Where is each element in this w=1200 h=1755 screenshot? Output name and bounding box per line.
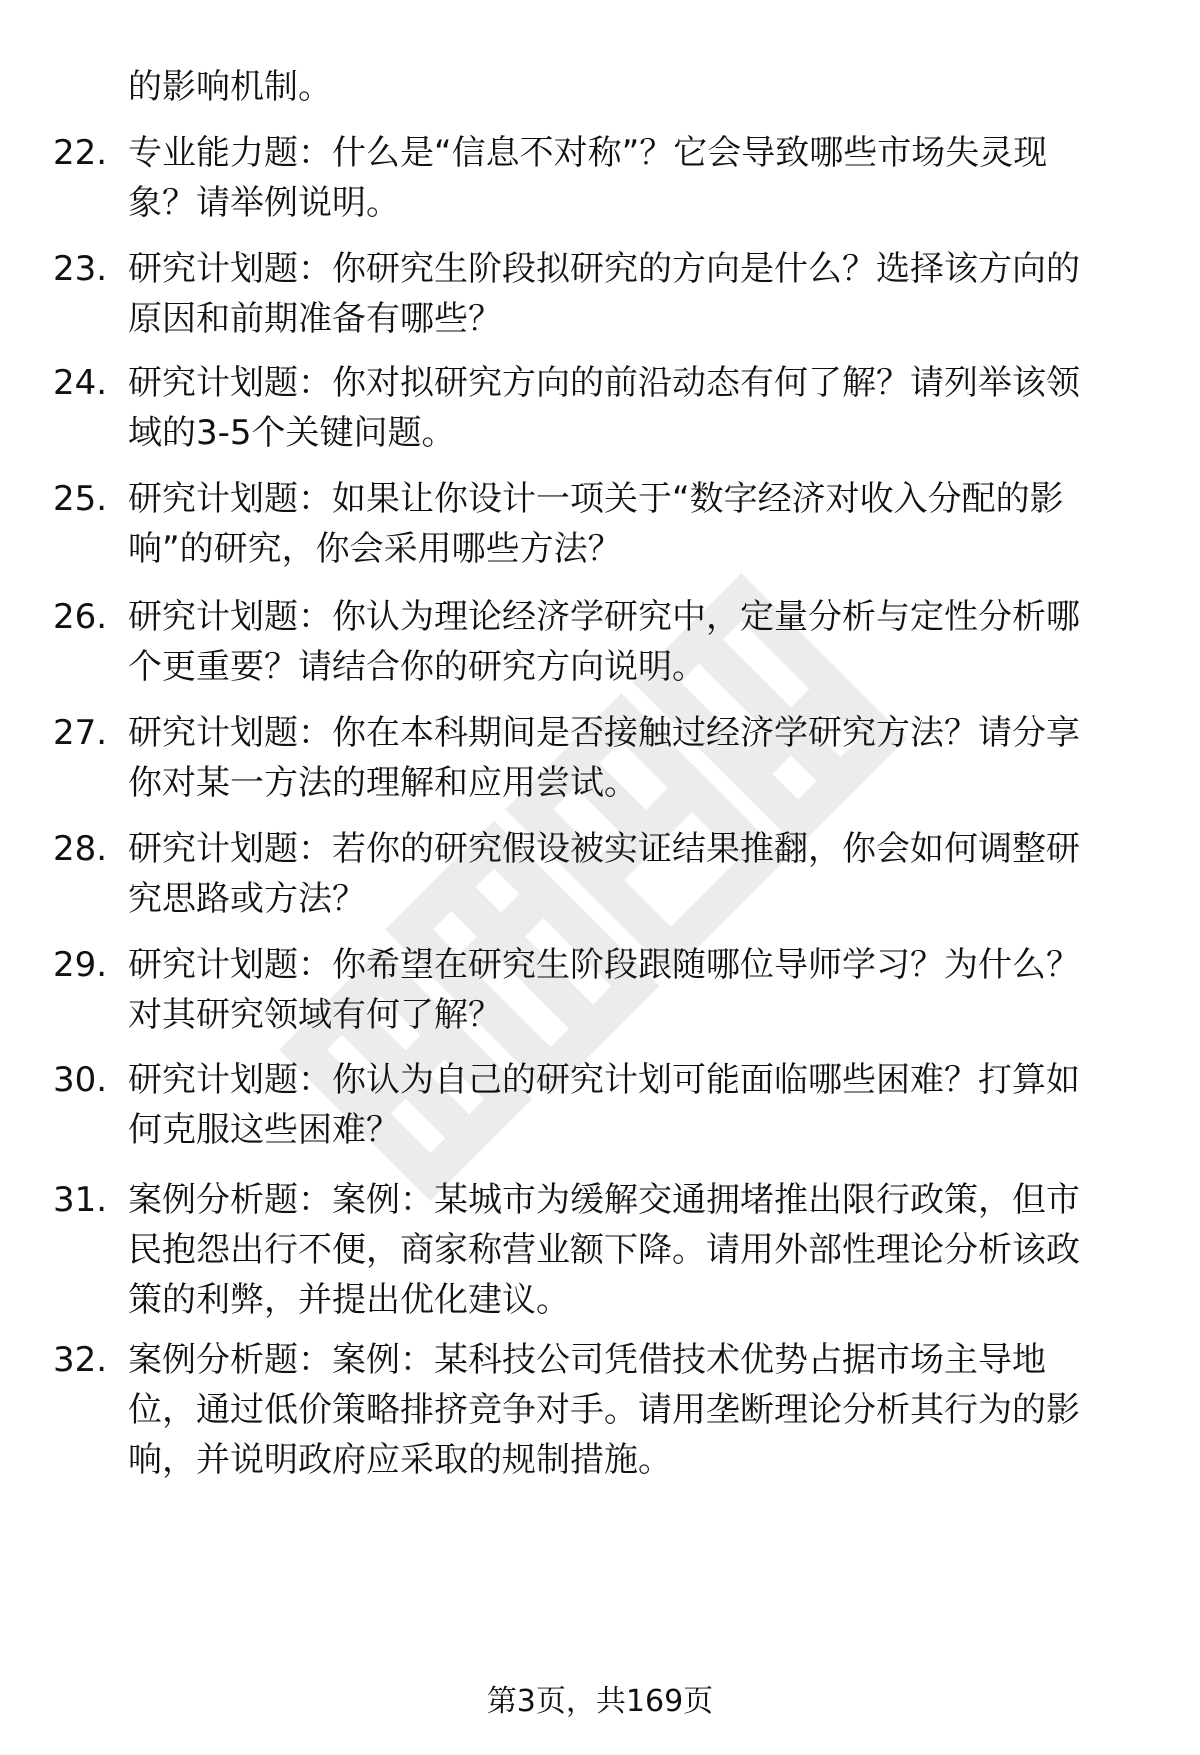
question-text-line: 研究计划题：你在本科期间是否接触过经济学研究方法？请分享	[128, 713, 1080, 753]
question-number: 26.	[53, 597, 108, 637]
question-number: 30.	[53, 1060, 108, 1100]
question-text	[128, 708, 1138, 808]
question-text	[128, 592, 1138, 692]
question-text-line: 域的3-5个关键问题。	[128, 413, 456, 453]
question-text-line: 响，并说明政府应采取的规制措施。	[128, 1440, 672, 1480]
question-text-line: 对其研究领域有何了解？	[128, 995, 502, 1035]
question-text-line: 研究计划题：你认为理论经济学研究中，定量分析与定性分析哪	[128, 597, 1080, 637]
question-text-line: 象？请举例说明。	[128, 183, 400, 223]
question-text-line: 响”的研究，你会采用哪些方法？	[128, 529, 622, 569]
question-text-line: 研究计划题：你希望在研究生阶段跟随哪位导师学习？为什么？	[128, 945, 1080, 985]
question-text	[128, 1175, 1138, 1325]
page-footer: 第3页，共169页	[486, 1684, 714, 1719]
question-text-line: 位，通过低价策略排挤竞争对手。请用垄断理论分析其行为的影	[128, 1390, 1080, 1430]
question-text	[128, 244, 1138, 344]
question-text-line: 研究计划题：若你的研究假设被实证结果推翻，你会如何调整研	[128, 829, 1080, 869]
question-text-line: 研究计划题：如果让你设计一项关于“数字经济对收入分配的影	[128, 479, 1064, 519]
question-text	[128, 474, 1138, 574]
question-text-line: 你对某一方法的理解和应用尝试。	[128, 763, 638, 803]
question-number: 22.	[53, 133, 108, 173]
question-number: 28.	[53, 829, 108, 869]
question-number: 23.	[53, 249, 108, 289]
question-text	[128, 1055, 1138, 1155]
question-text	[128, 128, 1138, 228]
question-text	[128, 358, 1138, 458]
question-number: 25.	[53, 479, 108, 519]
question-number: 24.	[53, 363, 108, 403]
question-text-line: 民抱怨出行不便，商家称营业额下降。请用外部性理论分析该政	[128, 1230, 1080, 1270]
question-text-line: 案例分析题：案例：某科技公司凭借技术优势占据市场主导地	[128, 1340, 1046, 1380]
question-text	[128, 940, 1138, 1040]
question-text-line: 策的利弊，并提出优化建议。	[128, 1280, 570, 1320]
question-text-line: 研究计划题：你研究生阶段拟研究的方向是什么？选择该方向的	[128, 249, 1080, 289]
question-text	[128, 824, 1138, 924]
question-text-line: 原因和前期准备有哪些？	[128, 299, 502, 339]
question-number: 27.	[53, 713, 108, 753]
question-number: 29.	[53, 945, 108, 985]
question-text-line: 研究计划题：你对拟研究方向的前沿动态有何了解？请列举该领	[128, 363, 1080, 403]
question-text-line: 个更重要？请结合你的研究方向说明。	[128, 647, 706, 687]
question-number: 32.	[53, 1340, 108, 1380]
question-text-line: 究思路或方法？	[128, 879, 366, 919]
question-number: 31.	[53, 1180, 108, 1220]
question-text	[128, 1335, 1138, 1485]
question-text-line: 研究计划题：你认为自己的研究计划可能面临哪些困难？打算如	[128, 1060, 1080, 1100]
continuation-text: 的影响机制。	[128, 67, 332, 107]
question-text-line: 专业能力题：什么是“信息不对称”？它会导致哪些市场失灵现	[128, 133, 1048, 173]
question-text-line: 何克服这些困难？	[128, 1110, 400, 1150]
question-text-line: 案例分析题：案例：某城市为缓解交通拥堵推出限行政策，但市	[128, 1180, 1080, 1220]
